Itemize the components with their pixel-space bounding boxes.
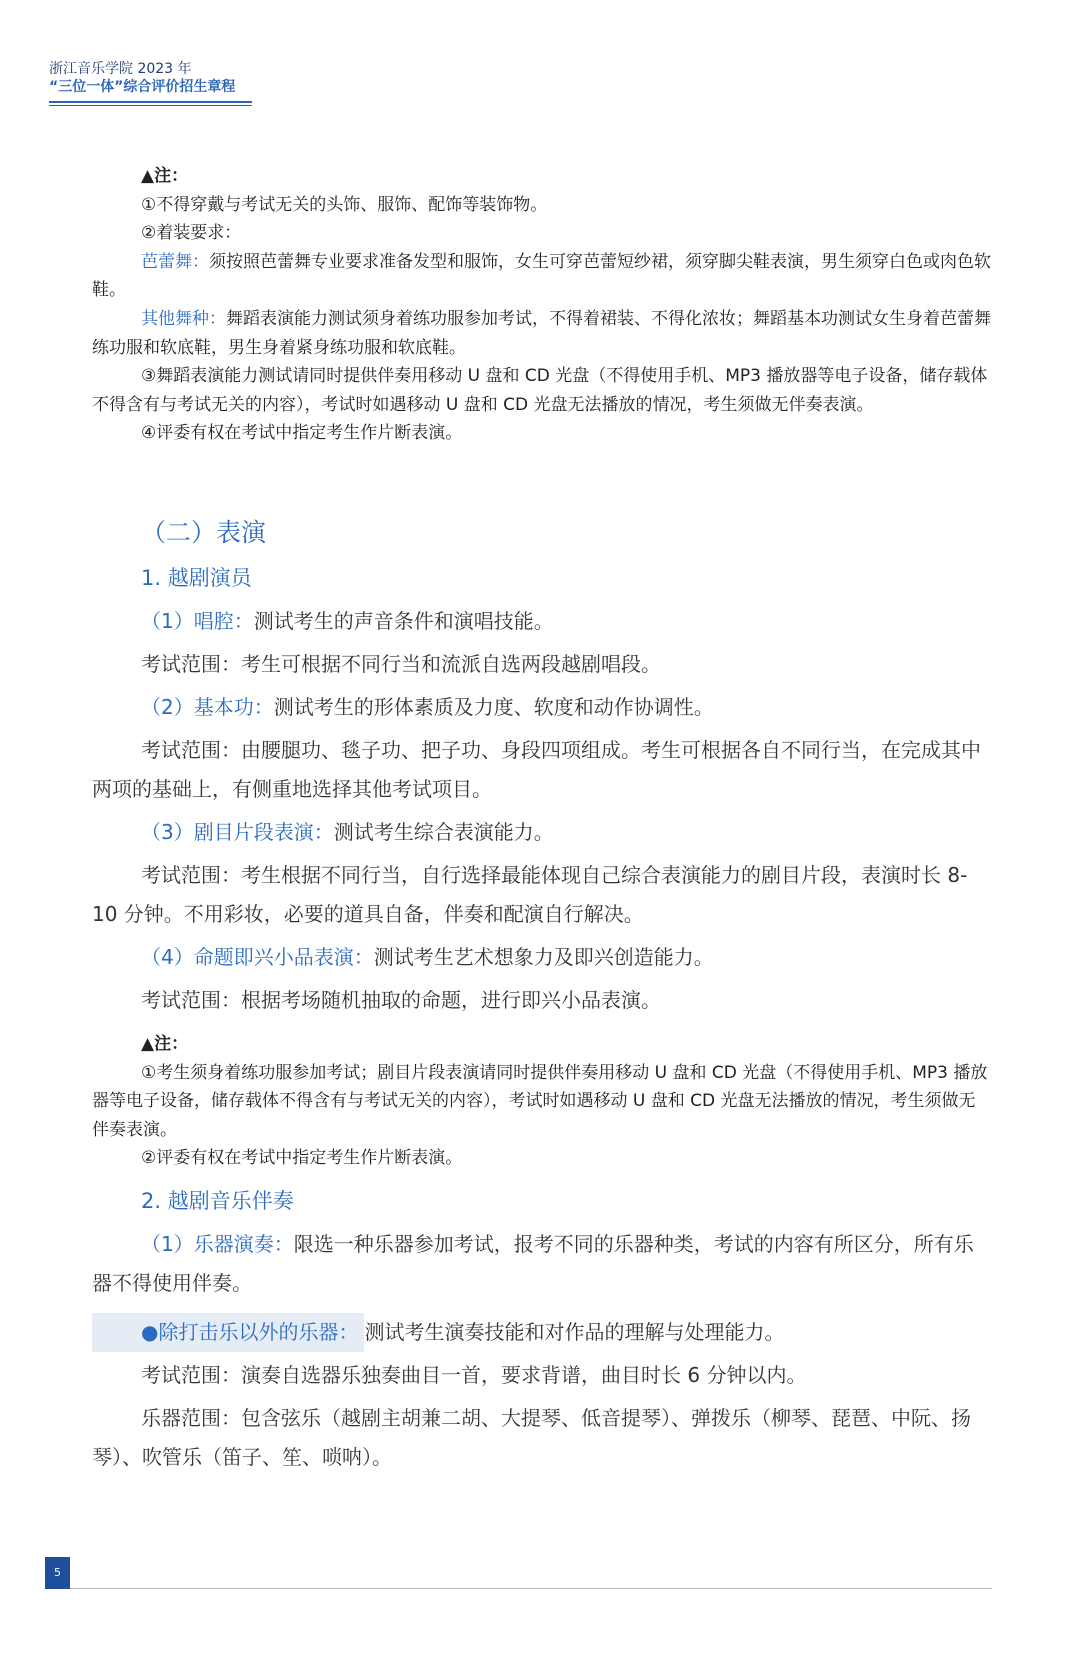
test-item: [92, 938, 992, 977]
note-heading: ▲注：: [141, 166, 189, 186]
test-item: [92, 1225, 992, 1303]
bullet-label: ●除打击乐以外的乐器：: [92, 1313, 364, 1352]
test-item: [92, 813, 992, 852]
test-item-text: 测试考生综合表演能力。: [333, 819, 554, 844]
note-item: ①不得穿戴与考试无关的头饰、服饰、配饰等装饰物。: [141, 194, 548, 215]
test-item-text: 测试考生的形体素质及力度、软度和动作协调性。: [273, 694, 714, 719]
other-dance-text: 舞蹈表演能力测试须身着练功服参加考试，不得着裙装、不得化浓妆；舞蹈基本功测试女生身着芭蕾舞练功服和软底鞋，男生身着紧身练功服和软底鞋。: [92, 308, 991, 358]
other-dance-label: 其他舞种：: [141, 308, 226, 329]
test-item-text: 限选一种乐器参加考试，报考不同的乐器种类，考试的内容有所区分，所有乐器不得使用伴奏。: [92, 1231, 974, 1295]
test-item-label: （1）唱腔：: [141, 608, 254, 633]
instrument-scope-text: 乐器范围：包含弦乐（越剧主胡兼二胡、大提琴、低音提琴）、弹拨乐（柳琴、琵琶、中阮、扬琴）、吹管乐（笛子、笙、唢呐）。: [92, 1405, 971, 1469]
section-body: [92, 1225, 992, 1477]
bullet-text: 测试考生演奏技能和对作品的理解与处理能力。: [364, 1319, 785, 1344]
note-block-2: [92, 1030, 992, 1173]
note-heading: ▲注：: [141, 1033, 189, 1054]
note-item: [92, 1059, 992, 1145]
test-scope-text: 考试范围：由腰腿功、毯子功、把子功、身段四项组成。考生可根据各自不同行当，在完成其中两项的基础上，有侧重地选择其他考试项目。: [92, 737, 981, 801]
note-block-1: [92, 162, 992, 448]
note-item: ④评委有权在考试中指定考生作片断表演。: [141, 423, 463, 444]
note-item: [92, 362, 992, 419]
header-rule-thin: [49, 105, 252, 106]
test-item-label: （2）基本功：: [141, 694, 274, 719]
header-doc-title: “三位一体”综合评价招生章程: [49, 79, 236, 95]
test-item: [92, 602, 992, 641]
test-item-label: （1）乐器演奏：: [141, 1231, 294, 1256]
test-scope: 考试范围：考生可根据不同行当和流派自选两段越剧唱段。: [141, 651, 661, 676]
section-title: （二）表演: [141, 517, 267, 547]
note-item: ②着装要求：: [141, 223, 242, 244]
test-scope: [92, 856, 992, 934]
note-item: ②评委有权在考试中指定考生作片断表演。: [141, 1148, 463, 1169]
page-number: 5: [45, 1557, 70, 1589]
section-body: [92, 602, 992, 1020]
test-scope-text: 考试范围：考生根据不同行当，自行选择最能体现自己综合表演能力的剧目片段，表演时长 8-10 分钟。不用彩妆，必要的道具自备，伴奏和配演自行解决。: [92, 862, 968, 926]
ballet-text: 须按照芭蕾舞专业要求准备发型和服饰，女生可穿芭蕾短纱裙，须穿脚尖鞋表演，男生须穿白色或肉色软鞋。: [92, 251, 991, 301]
header-rule: [49, 101, 252, 103]
header-school-year: 浙江音乐学院 2023 年: [49, 61, 192, 77]
bullet-item: [92, 1313, 992, 1352]
subsection-title: 1. 越剧演员: [141, 565, 252, 590]
page-header: [49, 60, 252, 106]
test-scope: 考试范围：根据考场随机抽取的命题，进行即兴小品表演。: [141, 987, 661, 1012]
test-item: [92, 688, 992, 727]
instrument-scope: [92, 1399, 992, 1477]
test-item-label: （4）命题即兴小品表演：: [141, 944, 374, 969]
ballet-label: 芭蕾舞：: [141, 251, 209, 272]
test-item-label: （3）剧目片段表演：: [141, 819, 334, 844]
footer-rule: [70, 1588, 992, 1589]
test-scope: 考试范围：演奏自选器乐独奏曲目一首，要求背谱，曲目时长 6 分钟以内。: [141, 1362, 807, 1387]
test-item-text: 测试考生的声音条件和演唱技能。: [253, 608, 554, 633]
test-scope: [92, 731, 992, 809]
note-item-text: ③舞蹈表演能力测试请同时提供伴奏用移动 U 盘和 CD 光盘（不得使用手机、MP3 播放器等电子设备，储存载体不得含有与考试无关的内容），考试时如遇移动 U 盘和 CD 光盘无法播放的情况，考生须做无伴奏表演。: [92, 366, 988, 415]
page-content: [92, 162, 992, 1477]
note-item-other: [92, 305, 992, 362]
test-item-text: 测试考生艺术想象力及即兴创造能力。: [373, 944, 714, 969]
note-item-text: ①考生须身着练功服参加考试；剧目片段表演请同时提供伴奏用移动 U 盘和 CD 光盘（不得使用手机、MP3 播放器等电子设备，储存载体不得含有与考试无关的内容），考试时如遇移动 U 盘和 CD 光盘无法播放的情况，考生须做无伴奏表演。: [92, 1062, 988, 1140]
subsection-title: 2. 越剧音乐伴奏: [141, 1188, 294, 1213]
note-item-ballet: [92, 248, 992, 305]
